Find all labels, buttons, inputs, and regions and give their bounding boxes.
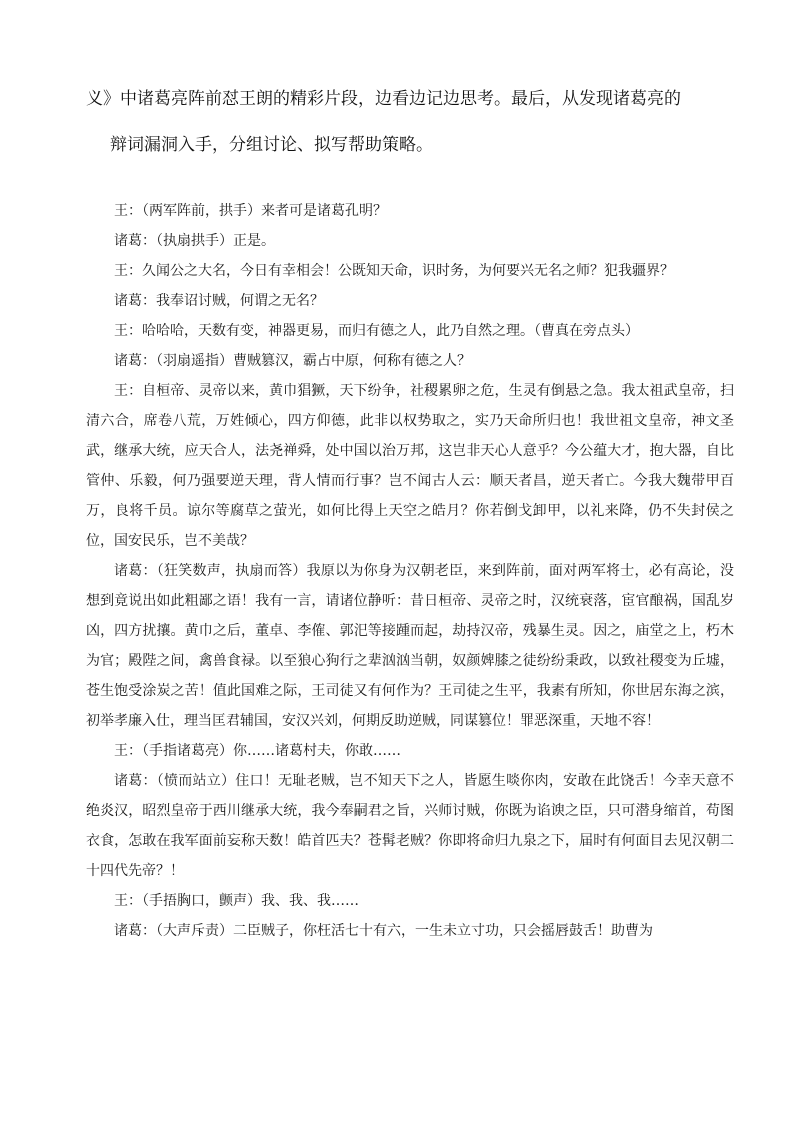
dialogue-line: 王：自桓帝、灵帝以来，黄巾猖獗，天下纷争，社稷累卵之危，生灵有倒悬之急。我太祖武皇帝，扫清六合，席卷八荒，万姓倾心，四方仰德，此非以权势取之，实乃天命所归也！我世祖文皇帝，神文圣武，继承大统，应天合人，法尧禅舜，处中国以治万邦，这岂非天心人意乎？今公蕴大才，抱大器，自比管仲、乐毅，何乃强要逆天理，背人情而行事？岂不闻古人云：顺天者昌，逆天者亡。今我大魏带甲百万，良将千员。谅尔等腐草之萤光，如何比得上天空之皓月？你若倒戈卸甲，以礼来降，仍不失封侯之位，国安民乐，岂不美哉？ (86, 383, 734, 549)
dialogue-line: 王：哈哈哈，天数有变，神器更易，而归有德之人，此乃自然之理。（曹真在旁点头） (114, 323, 639, 339)
intro-paragraph (86, 76, 736, 168)
dialogue-line: 诸葛：（大声斥责）二臣贼子，你枉活七十有六，一生未立寸功，只会摇唇鼓舌！助曹为 (114, 923, 653, 939)
dialogue-line: 诸葛：（狂笑数声，执扇而答）我原以为你身为汉朝老臣，来到阵前，面对两军将士，必有高论，没想到竟说出如此粗鄙之语！我有一言，请诸位静听：昔日桓帝、灵帝之时，汉统衰落，宦官酿祸，国乱岁凶，四方扰攘。黄巾之后，董卓、李傕、郭汜等接踵而起，劫持汉帝，残暴生灵。因之，庙堂之上，朽木为官；殿陛之间，禽兽食禄。以至狼心狗行之辈汹汹当朝，奴颜婢膝之徒纷纷秉政，以致社稷变为丘墟，苍生饱受涂炭之苦！值此国难之际，王司徒又有何作为？王司徒之生平，我素有所知，你世居东海之滨，初举孝廉入仕，理当匡君辅国，安汉兴刘，何期反助逆贼，同谋篡位！罪恶深重，天地不容！ (86, 563, 734, 729)
dialogue-line: 王：（手捂胸口，颤声）我、我、我…… (114, 893, 359, 909)
intro-line-1: 义》中诸葛亮阵前怼王朗的精彩片段，边看边记边思考。最后，从发现诸葛亮的 (86, 89, 681, 109)
intro-line-2: 辩词漏洞入手，分组讨论、拟写帮助策略。 (110, 135, 433, 155)
dialogue-line: 诸葛：我奉诏讨贼，何谓之无名？ (114, 293, 324, 309)
dialogue-line: 诸葛：（执扇拱手）正是。 (114, 233, 275, 249)
dialogue-line: 诸葛：（愤而站立）住口！无耻老贼，岂不知天下之人，皆愿生啖你肉，安敢在此饶舌！今幸天意不绝炎汉，昭烈皇帝于西川继承大统，我今奉嗣君之旨，兴师讨贼，你既为谄谀之臣，只可潜身缩首，苟图衣食，怎敢在我军面前妄称天数！皓首匹夫？苍髯老贼？你即将命归九泉之下，届时有何面目去见汉朝二十四代先帝？！ (86, 773, 734, 879)
dialogue-line: 王：久闻公之大名，今日有幸相会！公既知天命，识时务，为何要兴无名之师？犯我疆界？ (114, 263, 674, 279)
dialogue-line: 王：（两军阵前，拱手）来者可是诸葛孔明？ (114, 203, 387, 219)
dialogue-line: 王：（手指诸葛亮）你……诸葛村夫，你敢…… (114, 743, 401, 759)
dialogue-script (86, 196, 734, 946)
dialogue-line: 诸葛：（羽扇遥指）曹贼篡汉，霸占中原，何称有德之人？ (114, 353, 471, 369)
